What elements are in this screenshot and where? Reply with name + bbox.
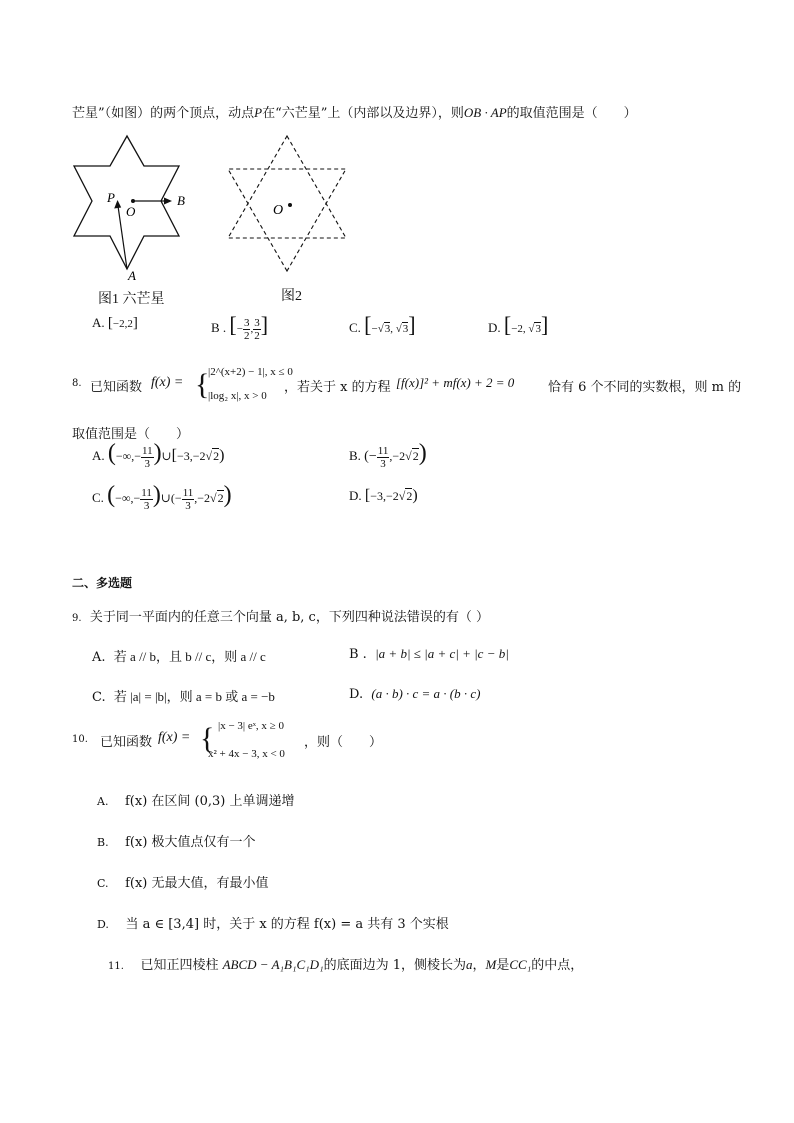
q11-var-a: a bbox=[466, 957, 473, 972]
q7-option-c[interactable]: C. [−√3, √3] bbox=[349, 312, 416, 337]
option-text: f(x) 无最大值，有最小值 bbox=[125, 876, 269, 891]
q9-option-d[interactable] bbox=[349, 686, 481, 702]
q9-option-b[interactable] bbox=[349, 646, 509, 662]
q10-case-1: |x − 3| eˣ, x ≥ 0 bbox=[218, 720, 284, 732]
q11-text-a: 已知正四棱柱 bbox=[140, 958, 219, 973]
q8-stem-cont: 取值范围是（ ） bbox=[72, 427, 190, 442]
section-title: 二、多选题 bbox=[72, 576, 133, 590]
option-letter: C. bbox=[97, 877, 109, 890]
option-text: f(x) 在区间 (0,3) 上单调递增 bbox=[124, 794, 295, 809]
q8-option-c[interactable]: C. (−∞,− $\frac{11}{3}$ )∪(− $\frac{11}{3}$ ,−2√2) bbox=[92, 482, 232, 512]
q9-option-c[interactable] bbox=[92, 686, 275, 705]
q11-prism: ABCD − A₁B₁C₁D₁ bbox=[222, 957, 324, 972]
option-letter: C. bbox=[92, 490, 104, 505]
q9-stem bbox=[72, 606, 489, 625]
fig1-label-b: B bbox=[177, 193, 185, 208]
q7-option-b[interactable]: B . [− $\frac{3}{2}$ , $\frac{3}{2}$ ] bbox=[211, 312, 269, 342]
option-text: 若 a // b，且 b // c，则 a // c bbox=[113, 649, 266, 664]
q8-text-b: ，若关于 x 的方程 bbox=[284, 380, 391, 395]
fig2-label-o: O bbox=[273, 203, 284, 218]
q8-case-1: |2^(x+2) − 1|, x ≤ 0 bbox=[208, 366, 293, 378]
option-text: |a + b| ≤ |a + c| + |c − b| bbox=[375, 646, 509, 661]
figure-1-hexagram bbox=[68, 134, 198, 284]
option-text: f(x) 极大值点仅有一个 bbox=[125, 835, 256, 850]
q7-text-a: 芒星”（如图）的两个顶点，动点 bbox=[72, 106, 255, 121]
q7-option-d[interactable]: D. [−2, √3] bbox=[488, 312, 549, 337]
q7-stem bbox=[72, 102, 637, 121]
option-letter: C. bbox=[349, 320, 361, 335]
q7-text-c: 的取值范围是（ ） bbox=[506, 106, 637, 121]
q10-case-2: x² + 4x − 3, x < 0 bbox=[208, 748, 285, 760]
option-text: 若 |a| = |b|，则 a = b 或 a = −b bbox=[113, 689, 275, 704]
q10-number: 10. bbox=[72, 734, 88, 745]
q8-option-b[interactable]: B. (− $\frac{11}{3}$ ,−2√2) bbox=[349, 440, 427, 470]
q11-text-b: 的底面边为 1，侧棱长为 bbox=[323, 958, 466, 973]
q9-text: 关于同一平面内的任意三个向量 a, b, c，下列四种说法错误的有（ ） bbox=[89, 610, 489, 625]
figure-1-caption: 图1 六芒星 bbox=[98, 292, 165, 307]
option-letter: A. bbox=[92, 448, 105, 463]
q7-option-a[interactable]: A. [−2,2] bbox=[92, 315, 138, 331]
q8-fx: f(x) = bbox=[151, 375, 184, 390]
q8-piecewise-brace: { bbox=[195, 368, 210, 401]
option-letter: A. bbox=[97, 795, 109, 808]
figure-2-hexagram bbox=[226, 134, 352, 276]
q8-option-a[interactable]: A. (−∞,− $\frac{11}{3}$ )∪[−3,−2√2) bbox=[92, 440, 225, 470]
q10-text-a: 已知函数 bbox=[100, 735, 153, 750]
fig1-label-a: A bbox=[128, 268, 136, 283]
option-letter: D. bbox=[349, 488, 362, 503]
q8-number: 8. bbox=[72, 378, 82, 389]
option-letter: B . bbox=[211, 320, 227, 335]
option-letter: B. bbox=[349, 448, 361, 463]
q7-text-b: 在“六芒星”上（内部以及边界），则 bbox=[262, 106, 464, 121]
option-letter: A. bbox=[92, 650, 106, 665]
fig1-label-p: P bbox=[107, 190, 115, 205]
q10-option-c[interactable] bbox=[97, 872, 268, 891]
option-letter: D. bbox=[488, 320, 501, 335]
q10-option-a[interactable] bbox=[97, 790, 295, 809]
q9-option-a[interactable] bbox=[92, 646, 266, 665]
q11-stem bbox=[108, 954, 583, 973]
q10-piecewise-brace: { bbox=[200, 722, 215, 755]
q11-var-m: M bbox=[485, 957, 497, 972]
q10-option-b[interactable] bbox=[97, 831, 256, 850]
q11-text-c: ， bbox=[472, 958, 486, 973]
q7-vector-expr: OB · AP bbox=[463, 105, 507, 120]
q10-text-b: ，则（ ） bbox=[304, 735, 383, 750]
option-letter: A. bbox=[92, 315, 105, 330]
q8-text-a: 已知函数 bbox=[90, 380, 143, 395]
q11-text-d: 是 bbox=[496, 958, 510, 973]
option-letter: B . bbox=[349, 647, 367, 662]
q11-number: 11. bbox=[108, 961, 124, 972]
q7-var-p: P bbox=[254, 105, 263, 120]
q8-equation: [f(x)]² + mf(x) + 2 = 0 bbox=[396, 375, 515, 390]
option-text: (a · b) · c = a · (b · c) bbox=[371, 686, 481, 701]
q10-option-d[interactable] bbox=[97, 913, 449, 932]
option-letter: D. bbox=[97, 918, 109, 931]
q8-option-d[interactable]: D. [−3,−2√2) bbox=[349, 487, 418, 504]
option-text: 当 a ∈ [3,4] 时，关于 x 的方程 f(x) = a 共有 3 个实根 bbox=[125, 917, 449, 932]
option-letter: C. bbox=[92, 690, 106, 705]
q8-text-c: 恰有 6 个不同的实数根，则 m 的 bbox=[548, 380, 742, 395]
q10-fx: f(x) = bbox=[158, 730, 191, 745]
option-letter: B. bbox=[97, 836, 109, 849]
q9-number: 9. bbox=[72, 613, 82, 624]
q11-edge: CC₁ bbox=[509, 957, 532, 972]
figure-2-caption: 图2 bbox=[281, 289, 302, 304]
q8-case-2: |log₂ x|, x > 0 bbox=[208, 390, 267, 402]
option-letter: D. bbox=[349, 687, 364, 702]
q11-text-e: 的中点， bbox=[531, 958, 584, 973]
fig1-label-o: O bbox=[126, 204, 136, 219]
